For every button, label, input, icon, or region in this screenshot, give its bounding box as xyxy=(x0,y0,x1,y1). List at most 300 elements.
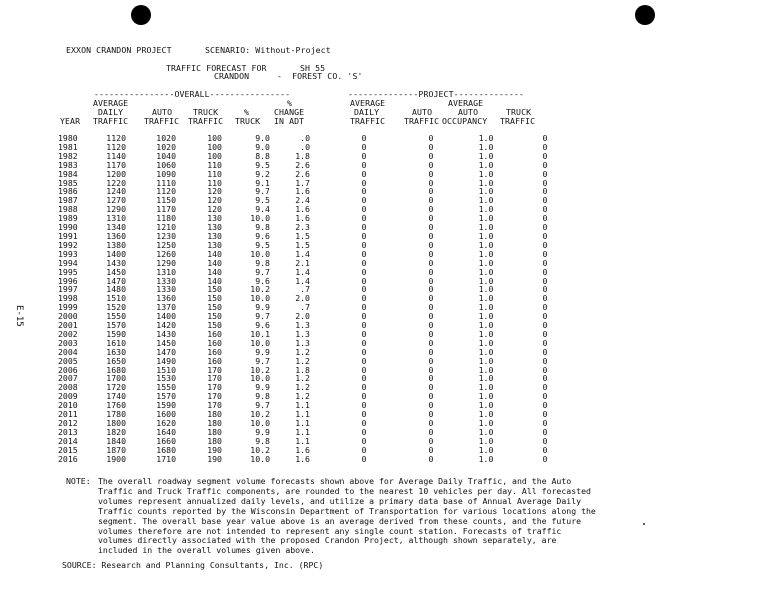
table-row xyxy=(58,187,574,196)
stray-mark xyxy=(643,523,645,525)
table-cell: 1982 xyxy=(58,150,78,161)
table-cell: 0 xyxy=(361,409,367,420)
table-cell: 2009 xyxy=(58,391,78,402)
table-cell: 1510 xyxy=(156,364,176,375)
table-cell: 0 xyxy=(361,168,367,179)
table-cell: 170 xyxy=(207,373,222,384)
table-cell: 2012 xyxy=(58,418,78,428)
table-cell: 180 xyxy=(207,426,222,437)
table-cell: 2013 xyxy=(58,426,78,437)
table-cell: 1520 xyxy=(106,302,126,313)
table-cell: 10.0 xyxy=(250,418,270,428)
col-pcttruck-h2: % xyxy=(244,107,250,117)
table-cell: 0 xyxy=(361,266,367,277)
table-cell: 1986 xyxy=(58,186,78,197)
table-cell: 1.4 xyxy=(295,266,310,277)
table-cell: 1360 xyxy=(106,230,126,241)
table-cell: 0 xyxy=(428,391,434,402)
table-cell: 1170 xyxy=(156,204,176,215)
table-cell: 1150 xyxy=(156,195,176,206)
table-row xyxy=(58,259,574,268)
table-cell: 0 xyxy=(542,141,548,152)
table-cell: 150 xyxy=(207,302,222,313)
table-cell: 0 xyxy=(361,150,367,161)
table-cell: 0 xyxy=(428,141,434,152)
table-cell: 1450 xyxy=(156,337,176,348)
col-padt-h3: TRAFFIC xyxy=(350,116,386,126)
table-cell: 1530 xyxy=(156,373,176,384)
table-cell: 170 xyxy=(207,382,222,393)
table-cell: 1.0 xyxy=(478,426,494,437)
col-pctchange-h1: % xyxy=(287,98,293,108)
table-cell: 0 xyxy=(542,382,548,393)
table-row xyxy=(58,366,574,375)
table-cell: 1330 xyxy=(156,275,176,286)
table-cell: 0 xyxy=(428,418,434,428)
table-cell: 0 xyxy=(542,284,548,295)
table-cell: 1.6 xyxy=(295,444,310,455)
table-cell: 1430 xyxy=(106,257,126,268)
scenario-label: SCENARIO: Without-Project xyxy=(205,45,331,55)
table-cell: 9.6 xyxy=(255,275,270,286)
table-cell: 170 xyxy=(207,364,222,375)
table-cell: 1.0 xyxy=(478,418,494,428)
table-cell: 1.0 xyxy=(478,177,494,188)
table-cell: 1.8 xyxy=(295,364,310,375)
table-cell: 1.0 xyxy=(478,239,494,250)
table-cell: 1987 xyxy=(58,195,78,206)
table-cell: 0 xyxy=(542,275,548,286)
table-cell: 9.5 xyxy=(255,239,270,250)
table-cell: 1.0 xyxy=(478,391,494,402)
table-cell: 0 xyxy=(361,293,367,304)
table-cell: .0 xyxy=(300,133,310,143)
table-cell: 0 xyxy=(361,311,367,322)
table-cell: 0 xyxy=(542,257,548,268)
table-cell: 120 xyxy=(207,204,222,215)
table-cell: 1700 xyxy=(106,373,126,384)
table-cell: 1999 xyxy=(58,302,78,313)
table-cell: 0 xyxy=(428,284,434,295)
table-cell: 140 xyxy=(207,248,222,259)
table-cell: 2011 xyxy=(58,409,78,420)
table-cell: 0 xyxy=(542,195,548,206)
table-cell: 0 xyxy=(428,204,434,215)
table-cell: 2.6 xyxy=(295,159,310,170)
table-cell: 1.5 xyxy=(295,230,310,241)
table-cell: 1.0 xyxy=(478,328,494,339)
table-cell: 170 xyxy=(207,391,222,402)
table-cell: 0 xyxy=(361,346,367,357)
table-cell: 150 xyxy=(207,284,222,295)
table-cell: 1470 xyxy=(156,346,176,357)
table-cell: 1630 xyxy=(106,346,126,357)
table-cell: 9.6 xyxy=(255,320,270,331)
table-cell: 1210 xyxy=(156,222,176,233)
table-cell: 1360 xyxy=(156,293,176,304)
table-cell: 1760 xyxy=(106,400,126,411)
table-row xyxy=(58,196,574,205)
table-cell: 1.0 xyxy=(478,373,494,384)
table-cell: 1.0 xyxy=(478,257,494,268)
table-cell: 110 xyxy=(207,168,222,179)
table-cell: 1988 xyxy=(58,204,78,215)
table-cell: 1600 xyxy=(156,409,176,420)
table-cell: 1610 xyxy=(106,337,126,348)
table-cell: 0 xyxy=(428,337,434,348)
table-cell: 1820 xyxy=(106,426,126,437)
table-cell: 1.1 xyxy=(295,409,310,420)
table-cell: 1240 xyxy=(106,186,126,197)
table-cell: 0 xyxy=(428,222,434,233)
table-cell: 1680 xyxy=(106,364,126,375)
table-cell: 1.0 xyxy=(478,400,494,411)
table-cell: 1120 xyxy=(156,186,176,197)
table-cell: 0 xyxy=(428,320,434,331)
table-row xyxy=(58,223,574,232)
table-cell: 1.3 xyxy=(295,320,310,331)
table-cell: 160 xyxy=(207,328,222,339)
table-cell: 1.0 xyxy=(478,284,494,295)
table-cell: 1996 xyxy=(58,275,78,286)
table-cell: 1490 xyxy=(156,355,176,366)
table-row xyxy=(58,214,574,223)
table-cell: 1.0 xyxy=(478,355,494,366)
table-cell: 0 xyxy=(361,230,367,241)
col-pocc-h2: AUTO xyxy=(458,107,479,117)
table-cell: 0 xyxy=(361,222,367,233)
project-title: EXXON CRANDON PROJECT xyxy=(66,45,172,55)
binder-hole-right xyxy=(635,5,655,25)
table-cell: 120 xyxy=(207,186,222,197)
table-cell: 1.0 xyxy=(478,159,494,170)
table-cell: .7 xyxy=(300,302,310,313)
table-cell: 0 xyxy=(428,435,434,446)
table-cell: 1.0 xyxy=(478,453,494,464)
table-cell: 9.7 xyxy=(255,311,270,322)
table-cell: 1270 xyxy=(106,195,126,206)
table-cell: 1.0 xyxy=(478,435,494,446)
table-cell: 1.0 xyxy=(478,266,494,277)
table-row xyxy=(58,410,574,419)
table-cell: 160 xyxy=(207,337,222,348)
table-cell: 1400 xyxy=(156,311,176,322)
table-cell: 1250 xyxy=(156,239,176,250)
table-cell: 1720 xyxy=(106,382,126,393)
table-cell: 2008 xyxy=(58,382,78,393)
table-cell: 1840 xyxy=(106,435,126,446)
table-cell: 2010 xyxy=(58,400,78,411)
table-cell: 10.0 xyxy=(250,293,270,304)
overall-group-header: ----------------OVERALL---------------- xyxy=(94,89,291,99)
table-cell: 1.4 xyxy=(295,248,310,259)
table-cell: 0 xyxy=(428,195,434,206)
table-cell: 1590 xyxy=(156,400,176,411)
highway-label: SH 55 xyxy=(300,63,326,73)
table-cell: 9.9 xyxy=(255,346,270,357)
table-cell: 10.1 xyxy=(250,328,270,339)
table-cell: 9.8 xyxy=(255,222,270,233)
table-cell: 2007 xyxy=(58,373,78,384)
table-cell: 1.0 xyxy=(478,320,494,331)
table-cell: 0 xyxy=(542,373,548,384)
table-cell: 1983 xyxy=(58,159,78,170)
traffic-forecast-table xyxy=(58,134,574,464)
table-cell: 1680 xyxy=(156,444,176,455)
table-row xyxy=(58,437,574,446)
table-cell: 0 xyxy=(542,230,548,241)
table-cell: 0 xyxy=(361,141,367,152)
table-cell: 9.0 xyxy=(255,141,270,152)
table-cell: 0 xyxy=(428,311,434,322)
col-pocc-h1: AVERAGE xyxy=(448,98,484,108)
table-cell: 2001 xyxy=(58,320,78,331)
table-cell: 0 xyxy=(361,248,367,259)
table-cell: 1290 xyxy=(156,257,176,268)
page-number: E-15 xyxy=(14,305,24,327)
table-cell: 130 xyxy=(207,213,222,224)
table-cell: 1.0 xyxy=(478,213,494,224)
table-cell: 0 xyxy=(361,257,367,268)
col-pcttruck-h3: TRUCK xyxy=(235,116,261,126)
table-cell: 0 xyxy=(542,248,548,259)
table-cell: 1570 xyxy=(106,320,126,331)
table-cell: 0 xyxy=(542,444,548,455)
table-cell: 0 xyxy=(428,257,434,268)
table-cell: 0 xyxy=(542,311,548,322)
table-cell: 0 xyxy=(542,364,548,375)
table-cell: 0 xyxy=(361,355,367,366)
col-truck-h2: TRUCK xyxy=(193,107,219,117)
table-cell: 0 xyxy=(428,328,434,339)
table-cell: 1.0 xyxy=(478,204,494,215)
table-cell: 1260 xyxy=(156,248,176,259)
table-cell: 2003 xyxy=(58,337,78,348)
table-cell: 100 xyxy=(207,150,222,161)
table-cell: 0 xyxy=(428,453,434,464)
table-cell: 0 xyxy=(428,426,434,437)
table-cell: 1450 xyxy=(106,266,126,277)
table-row xyxy=(58,383,574,392)
table-cell: 2002 xyxy=(58,328,78,339)
table-cell: 190 xyxy=(207,453,222,464)
table-row xyxy=(58,374,574,383)
table-cell: 1.0 xyxy=(478,133,494,143)
table-cell: 180 xyxy=(207,435,222,446)
table-cell: 0 xyxy=(542,159,548,170)
table-cell: 180 xyxy=(207,418,222,428)
table-cell: 0 xyxy=(428,364,434,375)
col-adt-h2: DAILY xyxy=(98,107,124,117)
table-row xyxy=(58,419,574,428)
table-cell: 1110 xyxy=(156,177,176,188)
table-cell: 9.9 xyxy=(255,426,270,437)
table-cell: 0 xyxy=(428,248,434,259)
table-cell: 1993 xyxy=(58,248,78,259)
table-cell: 0 xyxy=(361,195,367,206)
table-cell: 10.2 xyxy=(250,409,270,420)
table-row xyxy=(58,268,574,277)
note-label: NOTE: xyxy=(66,476,91,486)
table-cell: 1.0 xyxy=(478,311,494,322)
table-cell: 0 xyxy=(428,186,434,197)
table-row xyxy=(58,357,574,366)
table-cell: 9.4 xyxy=(255,204,270,215)
table-cell: 2006 xyxy=(58,364,78,375)
table-row xyxy=(58,294,574,303)
table-cell: 9.1 xyxy=(255,177,270,188)
table-cell: 10.0 xyxy=(250,248,270,259)
table-cell: 0 xyxy=(361,133,367,143)
table-cell: 1510 xyxy=(106,293,126,304)
table-row xyxy=(58,321,574,330)
table-cell: 1090 xyxy=(156,168,176,179)
table-cell: 0 xyxy=(542,266,548,277)
table-cell: 1.2 xyxy=(295,355,310,366)
table-row xyxy=(58,312,574,321)
table-cell: 0 xyxy=(361,337,367,348)
table-cell: 1900 xyxy=(106,453,126,464)
table-cell: 160 xyxy=(207,346,222,357)
table-cell: 9.0 xyxy=(255,133,270,143)
table-cell: 0 xyxy=(428,230,434,241)
table-cell: 120 xyxy=(207,195,222,206)
col-auto-h2: AUTO xyxy=(152,107,173,117)
table-row xyxy=(58,277,574,286)
table-cell: 0 xyxy=(428,346,434,357)
table-cell: 0 xyxy=(361,444,367,455)
table-cell: 1480 xyxy=(106,284,126,295)
table-cell: 160 xyxy=(207,355,222,366)
table-cell: 0 xyxy=(542,320,548,331)
table-cell: 1.0 xyxy=(478,150,494,161)
table-cell: 2004 xyxy=(58,346,78,357)
table-cell: 0 xyxy=(542,177,548,188)
table-cell: 0 xyxy=(542,213,548,224)
table-cell: 0 xyxy=(361,373,367,384)
table-row xyxy=(58,339,574,348)
table-cell: 1.6 xyxy=(295,213,310,224)
table-cell: 9.6 xyxy=(255,230,270,241)
table-cell: 1740 xyxy=(106,391,126,402)
table-row xyxy=(58,330,574,339)
table-cell: 1.2 xyxy=(295,391,310,402)
table-cell: 1380 xyxy=(106,239,126,250)
table-cell: 1120 xyxy=(106,133,126,143)
table-cell: 0 xyxy=(428,159,434,170)
table-cell: 0 xyxy=(542,204,548,215)
table-cell: 0 xyxy=(361,364,367,375)
table-row xyxy=(58,303,574,312)
table-cell: 1550 xyxy=(106,311,126,322)
table-cell: 10.2 xyxy=(250,364,270,375)
table-cell: 1.0 xyxy=(478,382,494,393)
table-cell: 1710 xyxy=(156,453,176,464)
table-row xyxy=(58,179,574,188)
table-row xyxy=(58,446,574,455)
table-row xyxy=(58,392,574,401)
table-cell: 9.5 xyxy=(255,159,270,170)
table-cell: 1.3 xyxy=(295,328,310,339)
county-label: - FOREST CO. 'S' xyxy=(277,71,363,81)
table-cell: 1590 xyxy=(106,328,126,339)
table-cell: 9.5 xyxy=(255,195,270,206)
table-cell: 100 xyxy=(207,141,222,152)
table-cell: 0 xyxy=(542,435,548,446)
table-cell: 9.2 xyxy=(255,168,270,179)
col-pocc-h3: OCCUPANCY xyxy=(442,116,488,126)
location-label: CRANDON xyxy=(214,71,250,81)
table-cell: 1.0 xyxy=(478,275,494,286)
table-cell: 2.4 xyxy=(295,195,310,206)
table-cell: 1170 xyxy=(106,159,126,170)
table-cell: 1800 xyxy=(106,418,126,428)
table-cell: 1.4 xyxy=(295,275,310,286)
table-cell: 0 xyxy=(542,222,548,233)
table-cell: .0 xyxy=(300,141,310,152)
table-cell: 1985 xyxy=(58,177,78,188)
table-cell: 1.5 xyxy=(295,239,310,250)
table-cell: 2.6 xyxy=(295,168,310,179)
col-padt-h1: AVERAGE xyxy=(350,98,386,108)
table-cell: .7 xyxy=(300,284,310,295)
table-cell: 0 xyxy=(542,293,548,304)
table-cell: 1.1 xyxy=(295,426,310,437)
table-cell: 2014 xyxy=(58,435,78,446)
project-group-header: --------------PROJECT-------------- xyxy=(348,89,525,99)
col-ptruck-h2: TRUCK xyxy=(506,107,532,117)
table-cell: 1.2 xyxy=(295,346,310,357)
table-cell: 1180 xyxy=(156,213,176,224)
table-cell: 1997 xyxy=(58,284,78,295)
table-cell: 2005 xyxy=(58,355,78,366)
table-cell: 1992 xyxy=(58,239,78,250)
table-cell: 0 xyxy=(361,382,367,393)
table-cell: 0 xyxy=(428,133,434,143)
table-cell: 1.6 xyxy=(295,453,310,464)
table-cell: 1.0 xyxy=(478,230,494,241)
table-cell: 9.7 xyxy=(255,266,270,277)
table-cell: 0 xyxy=(428,150,434,161)
col-year-h3: YEAR xyxy=(60,116,81,126)
table-cell: 1060 xyxy=(156,159,176,170)
table-cell: 0 xyxy=(361,213,367,224)
table-cell: 0 xyxy=(428,373,434,384)
table-cell: 9.8 xyxy=(255,391,270,402)
table-cell: 1.0 xyxy=(478,293,494,304)
table-cell: 130 xyxy=(207,230,222,241)
table-cell: 2.3 xyxy=(295,222,310,233)
table-cell: 0 xyxy=(542,418,548,428)
table-cell: 0 xyxy=(361,159,367,170)
table-cell: 1.7 xyxy=(295,177,310,188)
table-row xyxy=(58,152,574,161)
table-cell: 1640 xyxy=(156,426,176,437)
table-cell: 1.6 xyxy=(295,186,310,197)
table-cell: 1.8 xyxy=(295,150,310,161)
table-cell: 1995 xyxy=(58,266,78,277)
table-cell: 0 xyxy=(361,177,367,188)
table-cell: 0 xyxy=(542,400,548,411)
table-cell: 9.8 xyxy=(255,257,270,268)
table-cell: 1140 xyxy=(106,150,126,161)
table-cell: 0 xyxy=(542,133,548,143)
table-cell: 0 xyxy=(428,266,434,277)
source-line: SOURCE: Research and Planning Consultants, Inc. (RPC) xyxy=(62,560,324,570)
table-cell: 0 xyxy=(428,355,434,366)
table-cell: 0 xyxy=(542,409,548,420)
table-cell: 0 xyxy=(542,186,548,197)
